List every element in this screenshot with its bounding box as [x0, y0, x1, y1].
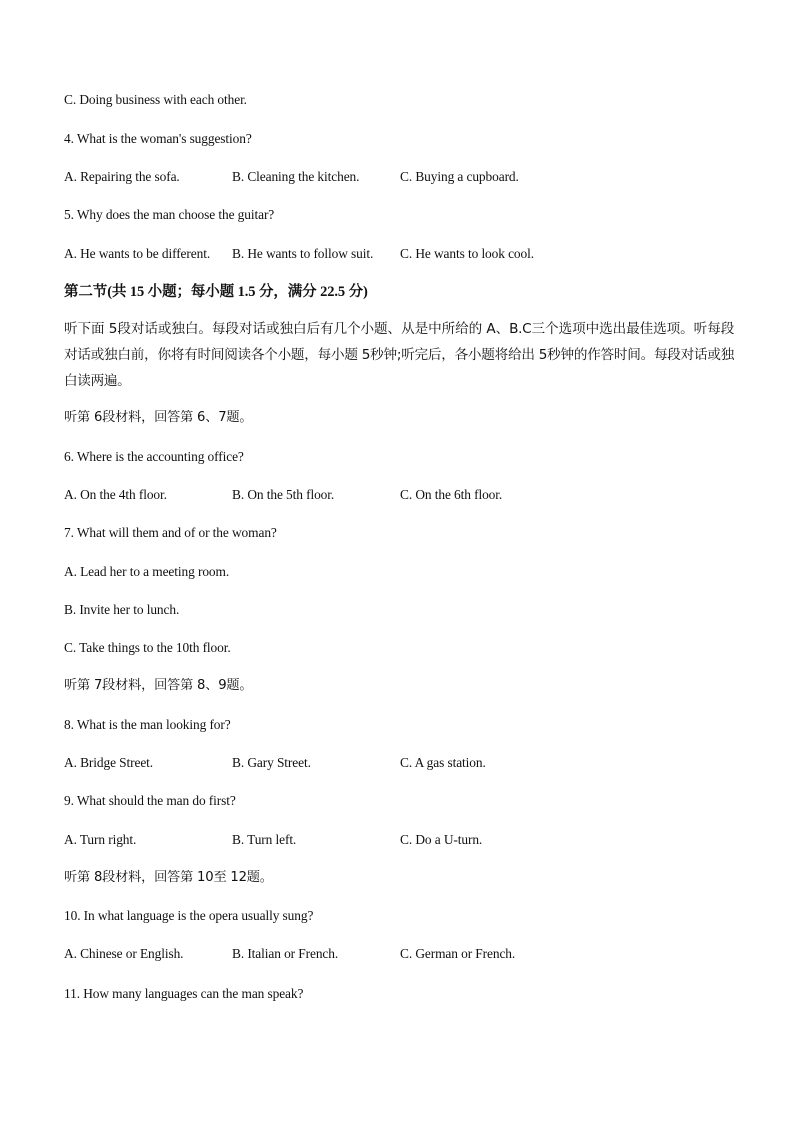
section-heading: 第二节(共 15 小题；每小题 1.5 分，满分 22.5 分)	[64, 284, 368, 300]
q4-option-c: C. Buying a cupboard.	[400, 169, 519, 184]
q5-option-b: B. He wants to follow suit.	[232, 246, 374, 261]
q9-option-b: B. Turn left.	[232, 832, 297, 847]
q4-option-a: A. Repairing the sofa.	[64, 169, 180, 184]
q10-option-c: C. German or French.	[400, 946, 516, 961]
q11-question: 11. How many languages can the man speak?	[64, 986, 304, 1001]
q6-option-c: C. On the 6th floor.	[400, 487, 503, 502]
q7-option-b: B. Invite her to lunch.	[64, 602, 180, 617]
q7-option-a: A. Lead her to a meeting room.	[64, 564, 230, 579]
q4-option-b: B. Cleaning the kitchen.	[232, 169, 360, 184]
q8-option-b: B. Gary Street.	[232, 755, 311, 770]
q3-option-c: C. Doing business with each other.	[64, 92, 247, 107]
q10-option-b: B. Italian or French.	[232, 946, 339, 961]
q8-option-c: C. A gas station.	[400, 755, 486, 770]
q9-option-a: A. Turn right.	[64, 832, 137, 847]
q10-option-a: A. Chinese or English.	[64, 946, 184, 961]
q4-question: 4. What is the woman's suggestion?	[64, 131, 252, 146]
q6-option-a: A. On the 4th floor.	[64, 487, 167, 502]
q6-question: 6. Where is the accounting office?	[64, 449, 244, 464]
group6-intro: 听第 6段材料，回答第 6、7题。	[64, 410, 253, 425]
q6-option-b: B. On the 5th floor.	[232, 487, 335, 502]
q5-question: 5. Why does the man choose the guitar?	[64, 207, 275, 222]
group8-intro: 听第 8段材料，回答第 10至 12题。	[64, 870, 273, 885]
group7-intro: 听第 7段材料，回答第 8、9题。	[64, 678, 253, 693]
q5-option-c: C. He wants to look cool.	[400, 246, 534, 261]
q9-question: 9. What should the man do first?	[64, 793, 236, 808]
q9-option-c: C. Do a U-turn.	[400, 832, 483, 847]
q10-question: 10. In what language is the opera usually sung?	[64, 908, 314, 923]
q8-option-a: A. Bridge Street.	[64, 755, 154, 770]
q7-question: 7. What will them and of or the woman?	[64, 525, 277, 540]
q8-question: 8. What is the man looking for?	[64, 717, 231, 732]
section-instructions: 听下面 5段对话或独白。每段对话或独白后有几个小题、从是中所给的 A、B.C三个选项中选出最佳选项。听每段对话或独白前，你将有时间阅读各个小题，每小题 5秒钟;听完后，各小题将给出 5秒钟的作答时间。每段对话或独白读两遍。	[64, 321, 734, 389]
q7-option-c: C. Take things to the 10th floor.	[64, 640, 231, 655]
q5-option-a: A. He wants to be different.	[64, 246, 211, 261]
